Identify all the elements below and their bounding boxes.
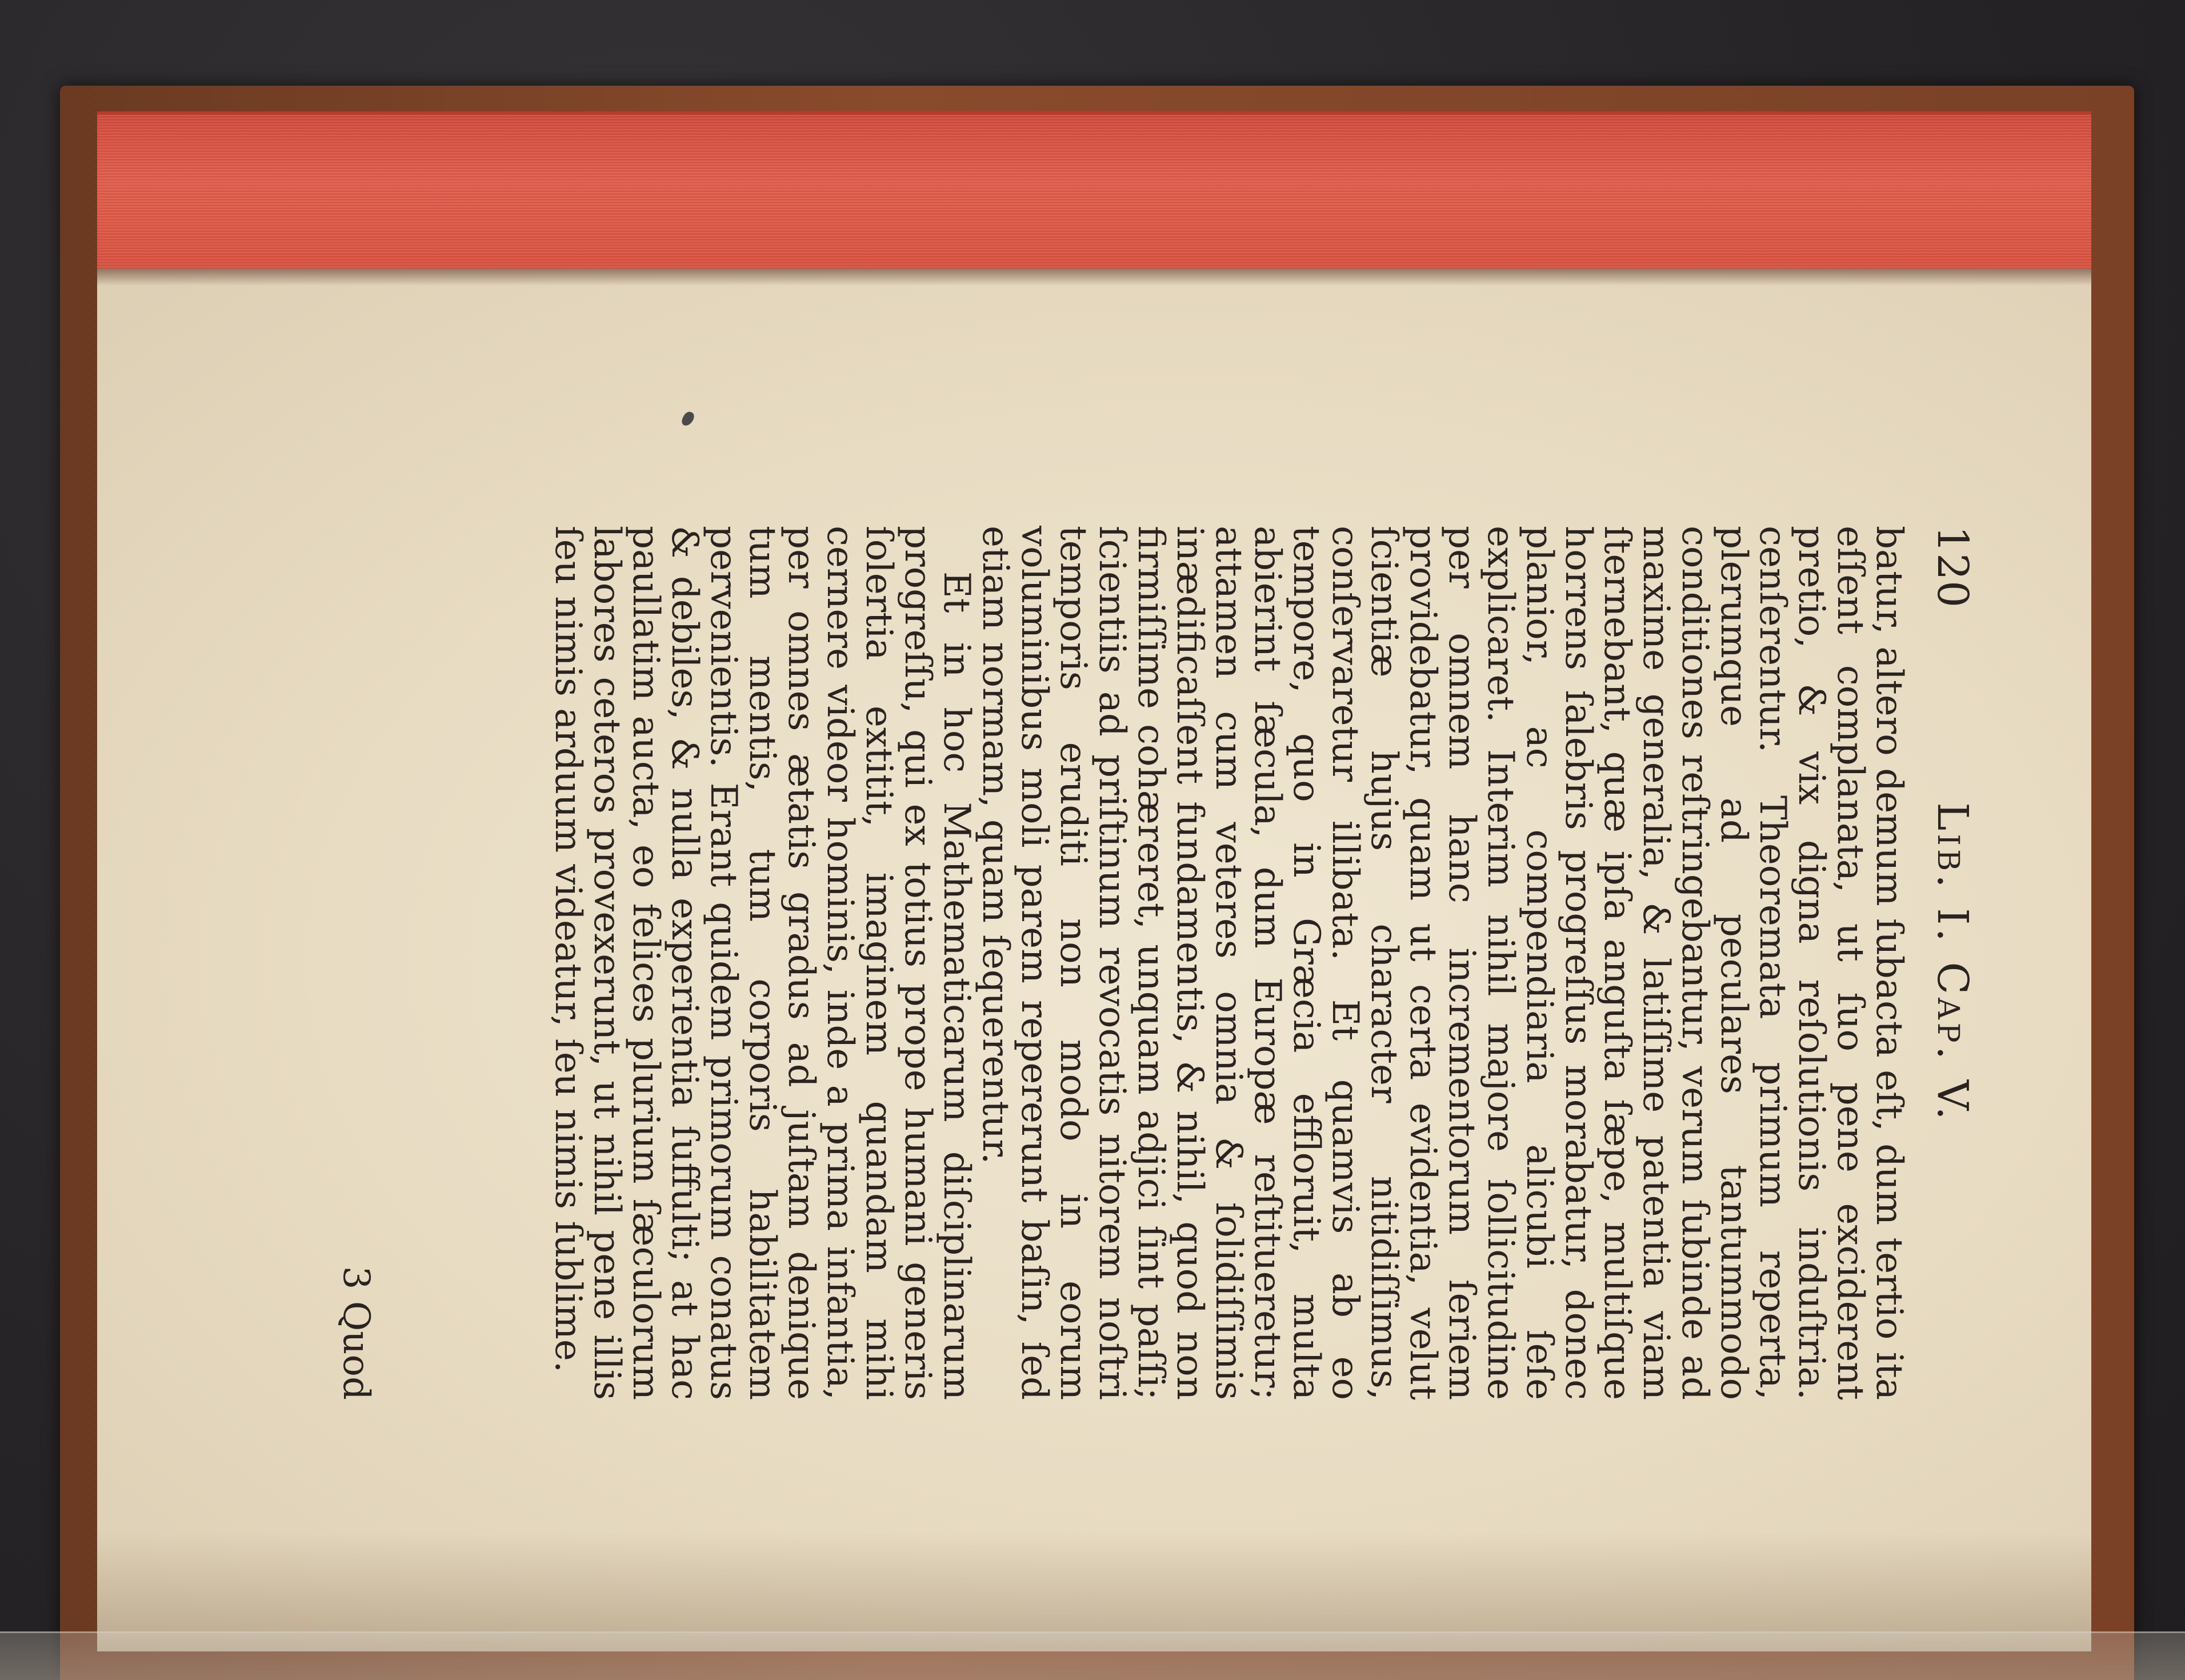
page-number: 120 (1928, 526, 1977, 609)
red-sprinkled-page-edge (97, 111, 2091, 281)
paragraph-2: Et in hoc Mathematicarum diſciplinarum progreſſu, qui ex totius prope humani generis ſolertia extitit, imaginem quandam mihi cernere videor hominis, inde a prima infantia, per omnes ætatis gradus ad juſtam denique tum mentis, tum corporis habilitatem pervenientis. Erant quidem primorum conatus & debiles, & nulla experientia ſuffulti; at hac paullatim aucta, eo felices plurium ſæculorum labores ceteros provexerunt, ut nihil pene illis ſeu nimis arduum videatur, ſeu nimis ſublime. (547, 526, 978, 1400)
printed-text-block (335, 526, 1977, 1400)
catchword (309, 526, 377, 1400)
catchword-text: 3 Quod (335, 1266, 377, 1400)
paragraph-1: batur, altero demum ſubacta eſt, dum tertio ita eſſent complanata, ut ſuo pene exciderent pretio, & vix digna reſolutionis induſtria. cenſerentur. Theoremata primum reperta, plerumque ad peculares tantummodo conditiones reſtringebantur, verum ſubinde ad maxime generalia, & latiſſime patentia viam ſternebant, quæ ipſa anguſta ſæpe, multiſque horrens ſalebris progreſſus morabatur, donec planior, ac compendiaria alicubi ſeſe explicaret. Interim nihil majore ſollicitudine per omnem hanc incrementorum ſeriem providebatur, quam ut certa evidentia, velut ſcientiæ hujus character nitidiſſimus, conſervaretur illibata. Et quamvis ab eo tempore, quo in Græcia effloruit, multa abierint ſæcula, dum Europæ reſtitueretur; attamen cum veteres omnia & ſolidiſſimis inædificaſſent fundamentis, & nihil, quod non firmiſſime cohæreret, unquam adjici ſint paſſi; ſcientiis ad priſtinum revocatis nitorem noſtri temporis eruditi non modo in eorum voluminibus moli parem repererunt baſin, ſed etiam normam, quam ſequerentur. (974, 526, 1910, 1400)
running-head (1908, 526, 1977, 1400)
page-edge-shadow (97, 269, 2091, 286)
glass-plate-edge (0, 1631, 2185, 1680)
running-head-title: Lib. I. Cap. V. (1928, 802, 1977, 1123)
